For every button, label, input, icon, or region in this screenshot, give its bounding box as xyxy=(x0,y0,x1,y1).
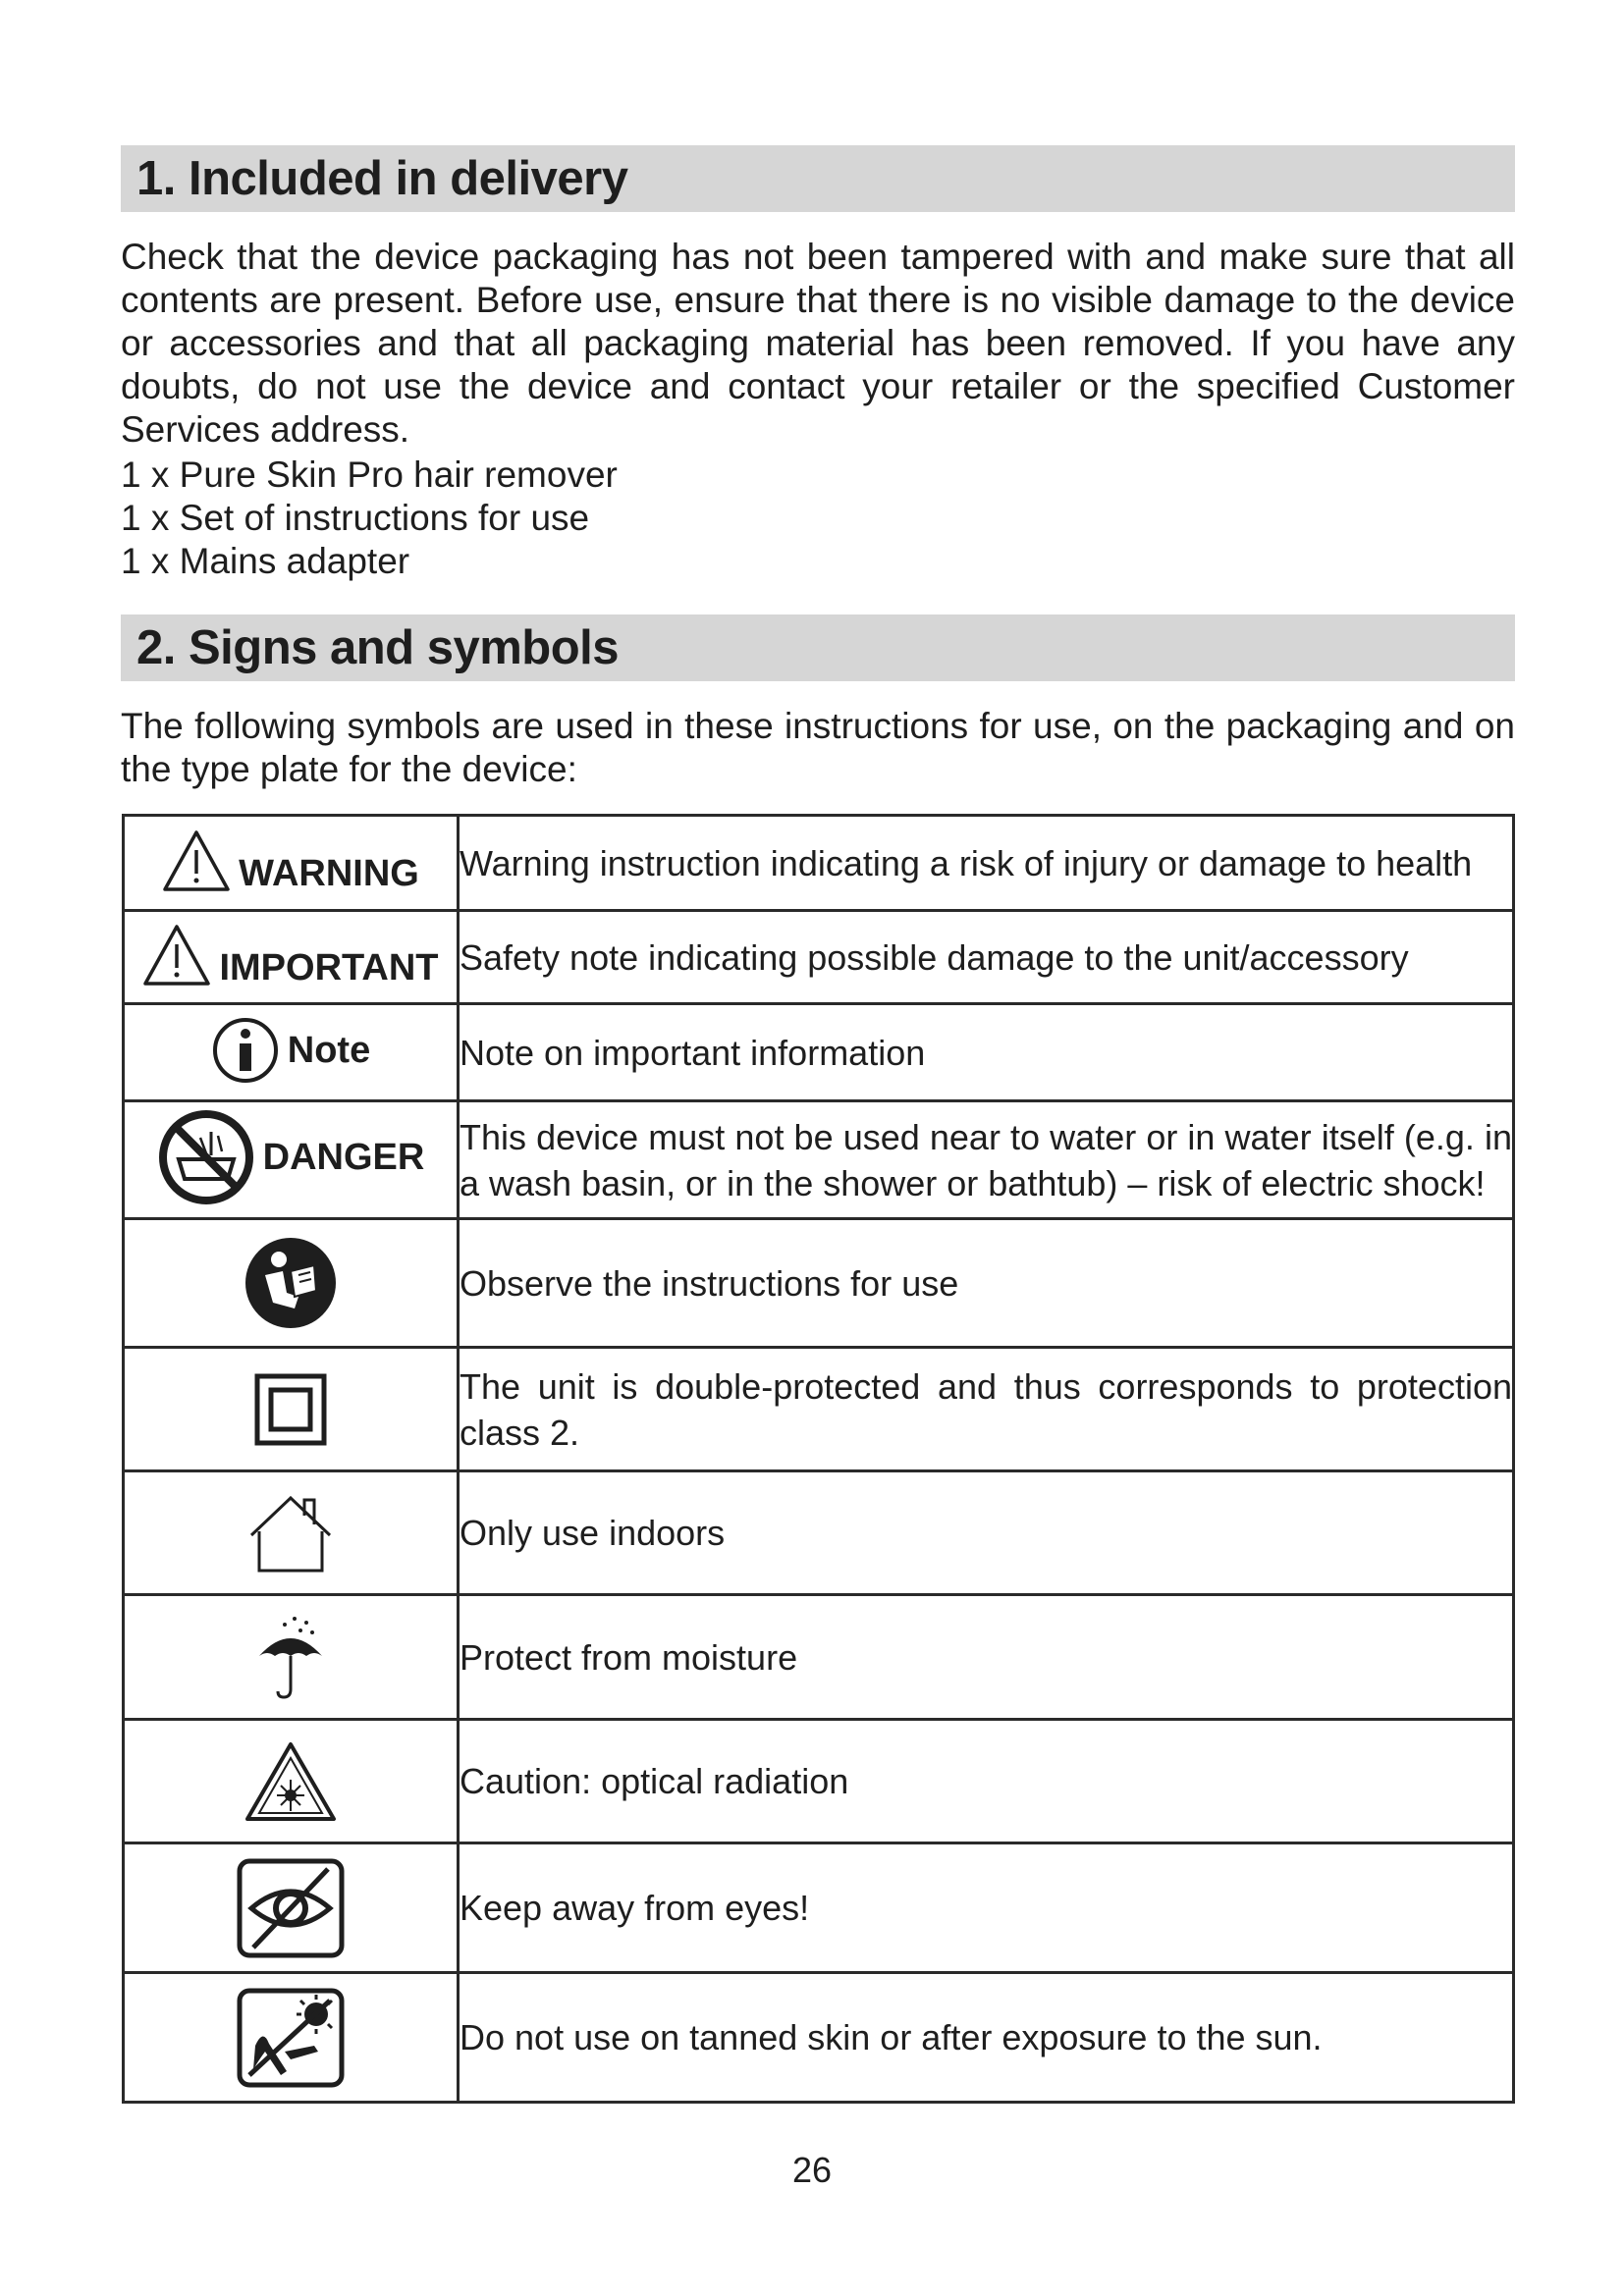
no-water-bath-icon xyxy=(157,1108,255,1206)
table-row xyxy=(124,1973,1514,2103)
symbol-description: Warning instruction indicating a risk of injury or damage to health xyxy=(459,816,1514,911)
table-row xyxy=(124,1219,1514,1348)
table-row xyxy=(124,1101,1514,1219)
table-row xyxy=(124,1004,1514,1101)
symbol-cell xyxy=(124,1348,459,1471)
list-item: 1 x Pure Skin Pro hair remover xyxy=(121,454,618,495)
symbol-description: Keep away from eyes! xyxy=(459,1843,1514,1973)
symbol-label: Note xyxy=(287,1029,371,1071)
symbol-label: IMPORTANT xyxy=(219,946,439,988)
symbol-description: Observe the instructions for use xyxy=(459,1219,1514,1348)
symbol-cell xyxy=(124,911,459,1004)
symbols-table xyxy=(122,814,1515,2104)
double-insulation-icon xyxy=(254,1373,327,1446)
symbol-cell xyxy=(124,1471,459,1595)
table-row xyxy=(124,816,1514,911)
symbol-description: Caution: optical radiation xyxy=(459,1720,1514,1843)
table-row xyxy=(124,911,1514,1004)
table-row xyxy=(124,1843,1514,1973)
page-number: 26 xyxy=(791,2150,833,2190)
symbol-label: DANGER xyxy=(262,1137,425,1178)
symbol-cell xyxy=(124,1843,459,1973)
section-heading-included: 1. Included in delivery xyxy=(121,145,1515,212)
no-sun-tan-icon xyxy=(236,1987,346,2089)
table-row xyxy=(124,1348,1514,1471)
symbol-cell xyxy=(124,1720,459,1843)
warning-triangle-icon xyxy=(162,828,231,893)
symbol-cell xyxy=(124,1973,459,2103)
symbol-description: Safety note indicating possible damage to the unit/accessory xyxy=(459,911,1514,1004)
read-instructions-icon xyxy=(244,1236,338,1330)
symbol-description: Protect from moisture xyxy=(459,1595,1514,1720)
delivery-paragraph: Check that the device packaging has not been tampered with and make sure that all contents are present. Before use, ensure that there is no visible damage to the device or accessories and that all packaging material has been removed. If you have any doubts, do not use the device and contact your retailer or the specified Customer Services address. xyxy=(121,237,1515,450)
symbol-label: WARNING xyxy=(239,852,419,894)
no-eyes-icon xyxy=(236,1857,346,1959)
list-item: 1 x Set of instructions for use xyxy=(121,498,590,538)
symbol-cell xyxy=(124,816,459,911)
symbols-paragraph: The following symbols are used in these instructions for use, on the packaging and on the type plate for the device: xyxy=(121,706,1515,789)
house-indoors-icon xyxy=(244,1492,338,1575)
list-item: 1 x Mains adapter xyxy=(121,541,410,581)
table-row xyxy=(124,1471,1514,1595)
symbol-cell xyxy=(124,1219,459,1348)
delivery-items-list xyxy=(121,454,618,583)
section-heading-symbols: 2. Signs and symbols xyxy=(121,614,1515,681)
symbol-cell xyxy=(124,1101,459,1219)
info-circle-icon xyxy=(211,1016,280,1085)
optical-radiation-icon xyxy=(244,1740,338,1823)
symbol-description: This device must not be used near to water or in water itself (e.g. in a wash basin, or in the shower or bathtub) – risk of electric shock! xyxy=(459,1101,1514,1219)
umbrella-rain-icon xyxy=(251,1613,330,1701)
table-row xyxy=(124,1595,1514,1720)
symbol-description: Only use indoors xyxy=(459,1471,1514,1595)
warning-triangle-icon xyxy=(142,923,211,988)
symbol-description: The unit is double-protected and thus corresponds to protection class 2. xyxy=(459,1348,1514,1471)
symbol-cell xyxy=(124,1595,459,1720)
symbol-description: Do not use on tanned skin or after exposure to the sun. xyxy=(459,1973,1514,2103)
symbol-cell xyxy=(124,1004,459,1101)
table-row xyxy=(124,1720,1514,1843)
symbol-description: Note on important information xyxy=(459,1004,1514,1101)
